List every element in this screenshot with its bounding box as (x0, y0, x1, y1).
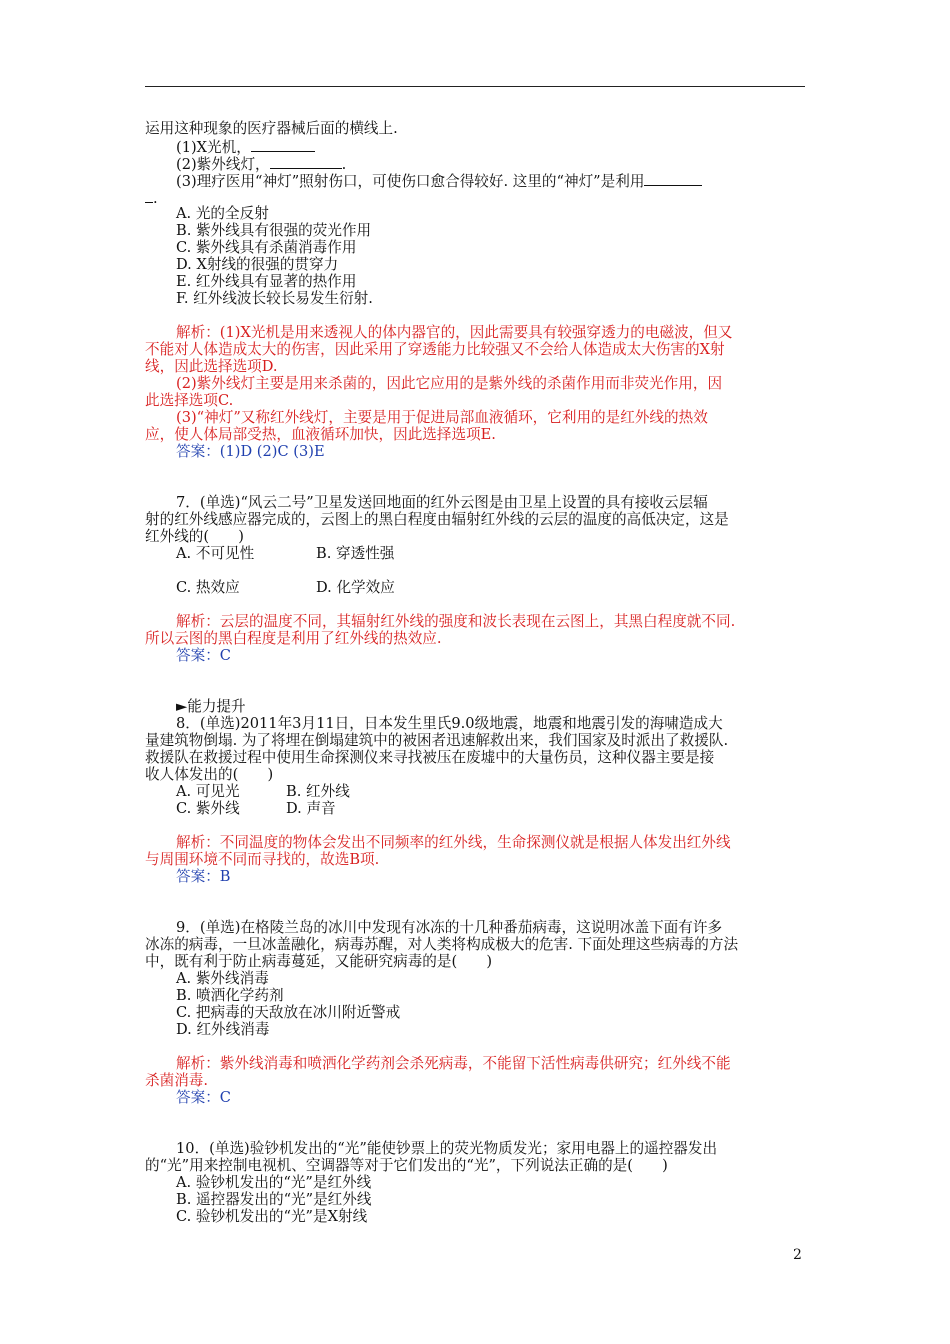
question-line: 9．(单选)在格陵兰岛的冰川中发现有冰冻的十几种番茄病毒，这说明冰盖下面有许多 (176, 919, 723, 936)
intro-q1: (1)X光机， (145, 137, 810, 154)
option: D. 化学效应 (316, 579, 395, 596)
intro-q3-cont: . (145, 188, 810, 205)
option: B. 紫外线具有很强的荧光作用 (176, 222, 372, 239)
answer-blank[interactable] (251, 137, 315, 152)
question-line: 10．(单选)验钞机发出的“光”能使钞票上的荧光物质发光；家用电器上的遥控器发出 (176, 1140, 718, 1157)
option-row (145, 545, 810, 562)
question-line: 7．(单选)“风云二号”卫星发送回地面的红外云图是由卫星上设置的具有接收云层辐 (176, 494, 708, 511)
option: B. 喷洒化学药剂 (176, 987, 284, 1004)
document-body (145, 120, 810, 1225)
question-line: 红外线的( ) (145, 528, 244, 545)
section-title: ►能力提升 (176, 698, 246, 715)
analysis-line: 应，使人体局部受热，血液循环加快，因此选择选项E. (145, 426, 496, 443)
question-line: 冰冻的病毒，一旦冰盖融化，病毒苏醒，对人类将构成极大的危害. 下面处理这些病毒的方法 (145, 936, 739, 953)
question-line: 射的红外线感应器完成的，云图上的黑白程度由辐射红外线的云层的温度的高低决定，这是 (145, 511, 729, 528)
analysis-line: 解析：云层的温度不同，其辐射红外线的强度和波长表现在云图上，其黑白程度就不同. (176, 613, 736, 630)
question-line: 中，既有利于防止病毒蔓延，又能研究病毒的是( ) (145, 953, 493, 970)
answer-line: 答案：(1)D (2)C (3)E (176, 443, 325, 460)
question-line: 救援队在救援过程中使用生命探测仪来寻找被压在废墟中的大量伤员，这种仪器主要是接 (145, 749, 715, 766)
analysis-line: (2)紫外线灯主要是用来杀菌的，因此它应用的是紫外线的杀菌作用而非荧光作用，因 (176, 375, 723, 392)
question-line: 收人体发出的( ) (145, 766, 274, 783)
page-number: 2 (793, 1247, 802, 1263)
option: A. 不可见性 (176, 545, 255, 562)
option: A. 紫外线消毒 (176, 970, 269, 987)
answer-line: 答案：C (176, 1089, 231, 1106)
option: D. 红外线消毒 (176, 1021, 270, 1038)
option: C. 紫外线具有杀菌消毒作用 (176, 239, 357, 256)
option: E. 红外线具有显著的热作用 (176, 273, 357, 290)
answer-blank[interactable] (644, 171, 702, 186)
option: C. 验钞机发出的“光”是X射线 (176, 1208, 368, 1225)
option: A. 验钞机发出的“光”是红外线 (176, 1174, 372, 1191)
option: D. X射线的很强的贯穿力 (176, 256, 339, 273)
option: C. 热效应 (176, 579, 240, 596)
option: A. 可见光 (176, 783, 240, 800)
intro-q2: (2)紫外线灯， . (176, 156, 347, 173)
analysis-line: 所以云图的黑白程度是利用了红外线的热效应. (145, 630, 442, 647)
analysis-line: 此选择选项C. (145, 392, 234, 409)
analysis-line: 解析：紫外线消毒和喷洒化学药剂会杀死病毒，不能留下活性病毒供研究；红外线不能 (176, 1055, 731, 1072)
answer-blank[interactable] (145, 188, 153, 203)
option: D. 声音 (286, 800, 336, 817)
question-line: 8．(单选)2011年3月11日，日本发生里氏9.0级地震，地震和地震引发的海啸造成大 (176, 715, 723, 732)
option: B. 穿透性强 (316, 545, 395, 562)
option: A. 光的全反射 (176, 205, 269, 222)
analysis-line: 不能对人体造成太大的伤害，因此采用了穿透能力比较强又不会给人体造成太大伤害的X射 (145, 341, 725, 358)
option-row (145, 579, 810, 596)
option-row (145, 800, 810, 817)
analysis-line: 与周围环境不同而寻找的，故选B项. (145, 851, 380, 868)
analysis-line: 线，因此选择选项D. (145, 358, 278, 375)
option: C. 把病毒的天敌放在冰川附近警戒 (176, 1004, 401, 1021)
question-line: 的“光”用来控制电视机、空调器等对于它们发出的“光”，下列说法正确的是( ) (145, 1157, 668, 1174)
header-rule (145, 86, 805, 87)
analysis-line: 解析：不同温度的物体会发出不同频率的红外线，生命探测仪就是根据人体发出红外线 (176, 834, 731, 851)
intro-line: 运用这种现象的医疗器械后面的横线上. (145, 120, 398, 137)
analysis-line: (3)“神灯”又称红外线灯，主要是用于促进局部血液循环，它利用的是红外线的热效 (176, 409, 708, 426)
intro-q3: (3)理疗医用“神灯”照射伤口，可使伤口愈合得较好. 这里的“神灯”是利用 (145, 171, 810, 188)
option: F. 红外线波长较长易发生衍射. (176, 290, 373, 307)
answer-blank[interactable] (270, 154, 342, 169)
answer-line: 答案：B (176, 868, 231, 885)
answer-line: 答案：C (176, 647, 231, 664)
option: B. 遥控器发出的“光”是红外线 (176, 1191, 372, 1208)
analysis-line: 解析：(1)X光机是用来透视人的体内器官的，因此需要具有较强穿透力的电磁波，但又 (176, 324, 733, 341)
option-row (145, 783, 810, 800)
analysis-line: 杀菌消毒. (145, 1072, 209, 1089)
question-line: 量建筑物倒塌. 为了将埋在倒塌建筑中的被困者迅速解救出来，我们国家及时派出了救援队. (145, 732, 729, 749)
option: B. 红外线 (286, 783, 350, 800)
option: C. 紫外线 (176, 800, 240, 817)
